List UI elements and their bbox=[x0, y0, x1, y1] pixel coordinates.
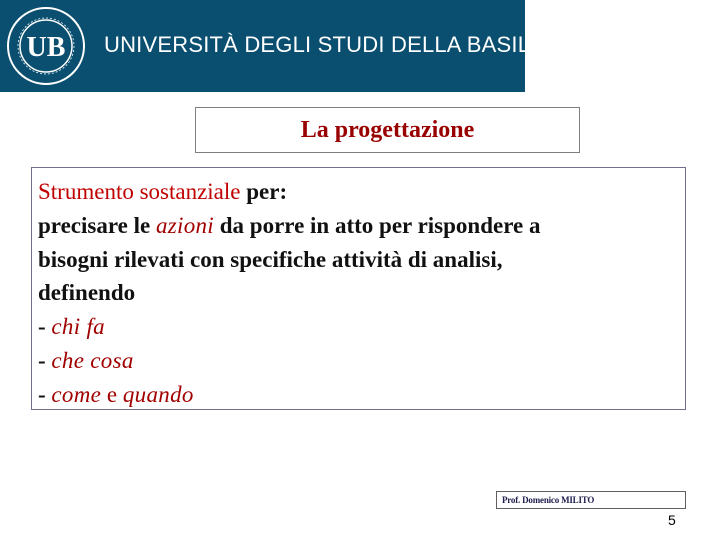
bullet-item bbox=[38, 378, 679, 412]
body-line-2-italic: azioni bbox=[155, 212, 214, 238]
author-credit: Prof. Domenico MILITO bbox=[496, 491, 686, 509]
body-line-1-highlight: Strumento sostanziale bbox=[38, 179, 241, 204]
university-name: UNIVERSITÀ DEGLI STUDI DELLA BASILICATA bbox=[104, 32, 593, 57]
slide-title-box bbox=[195, 107, 580, 153]
bullet-italic: che cosa bbox=[51, 347, 134, 373]
page-number: 5 bbox=[668, 512, 676, 528]
body-line-1 bbox=[38, 175, 679, 209]
bullet-item bbox=[38, 310, 679, 344]
bullet-item bbox=[38, 344, 679, 378]
body-line-2 bbox=[38, 209, 679, 243]
svg-text:UB: UB bbox=[26, 32, 66, 63]
bullet-dash: - bbox=[38, 347, 52, 373]
bullet-italic: come bbox=[51, 381, 102, 407]
bullet-italic-2: quando bbox=[122, 381, 194, 407]
university-seal-icon bbox=[6, 6, 86, 86]
bullet-italic: chi fa bbox=[51, 314, 105, 340]
bullet-connector: e bbox=[101, 381, 123, 407]
body-line-1-rest: per: bbox=[240, 179, 288, 204]
slide-title: La progettazione bbox=[300, 116, 475, 143]
content-box bbox=[31, 167, 686, 410]
bullet-dash: - bbox=[38, 381, 52, 407]
body-line-4: definendo bbox=[38, 280, 136, 306]
body-line-2-start: precisare le bbox=[38, 212, 156, 238]
body-line-3: bisogni rilevati con specifiche attività di analisi, bbox=[38, 246, 503, 272]
university-banner bbox=[0, 0, 593, 92]
bullet-dash: - bbox=[38, 314, 52, 340]
body-line-2-end: da porre in atto per rispondere a bbox=[213, 212, 541, 238]
